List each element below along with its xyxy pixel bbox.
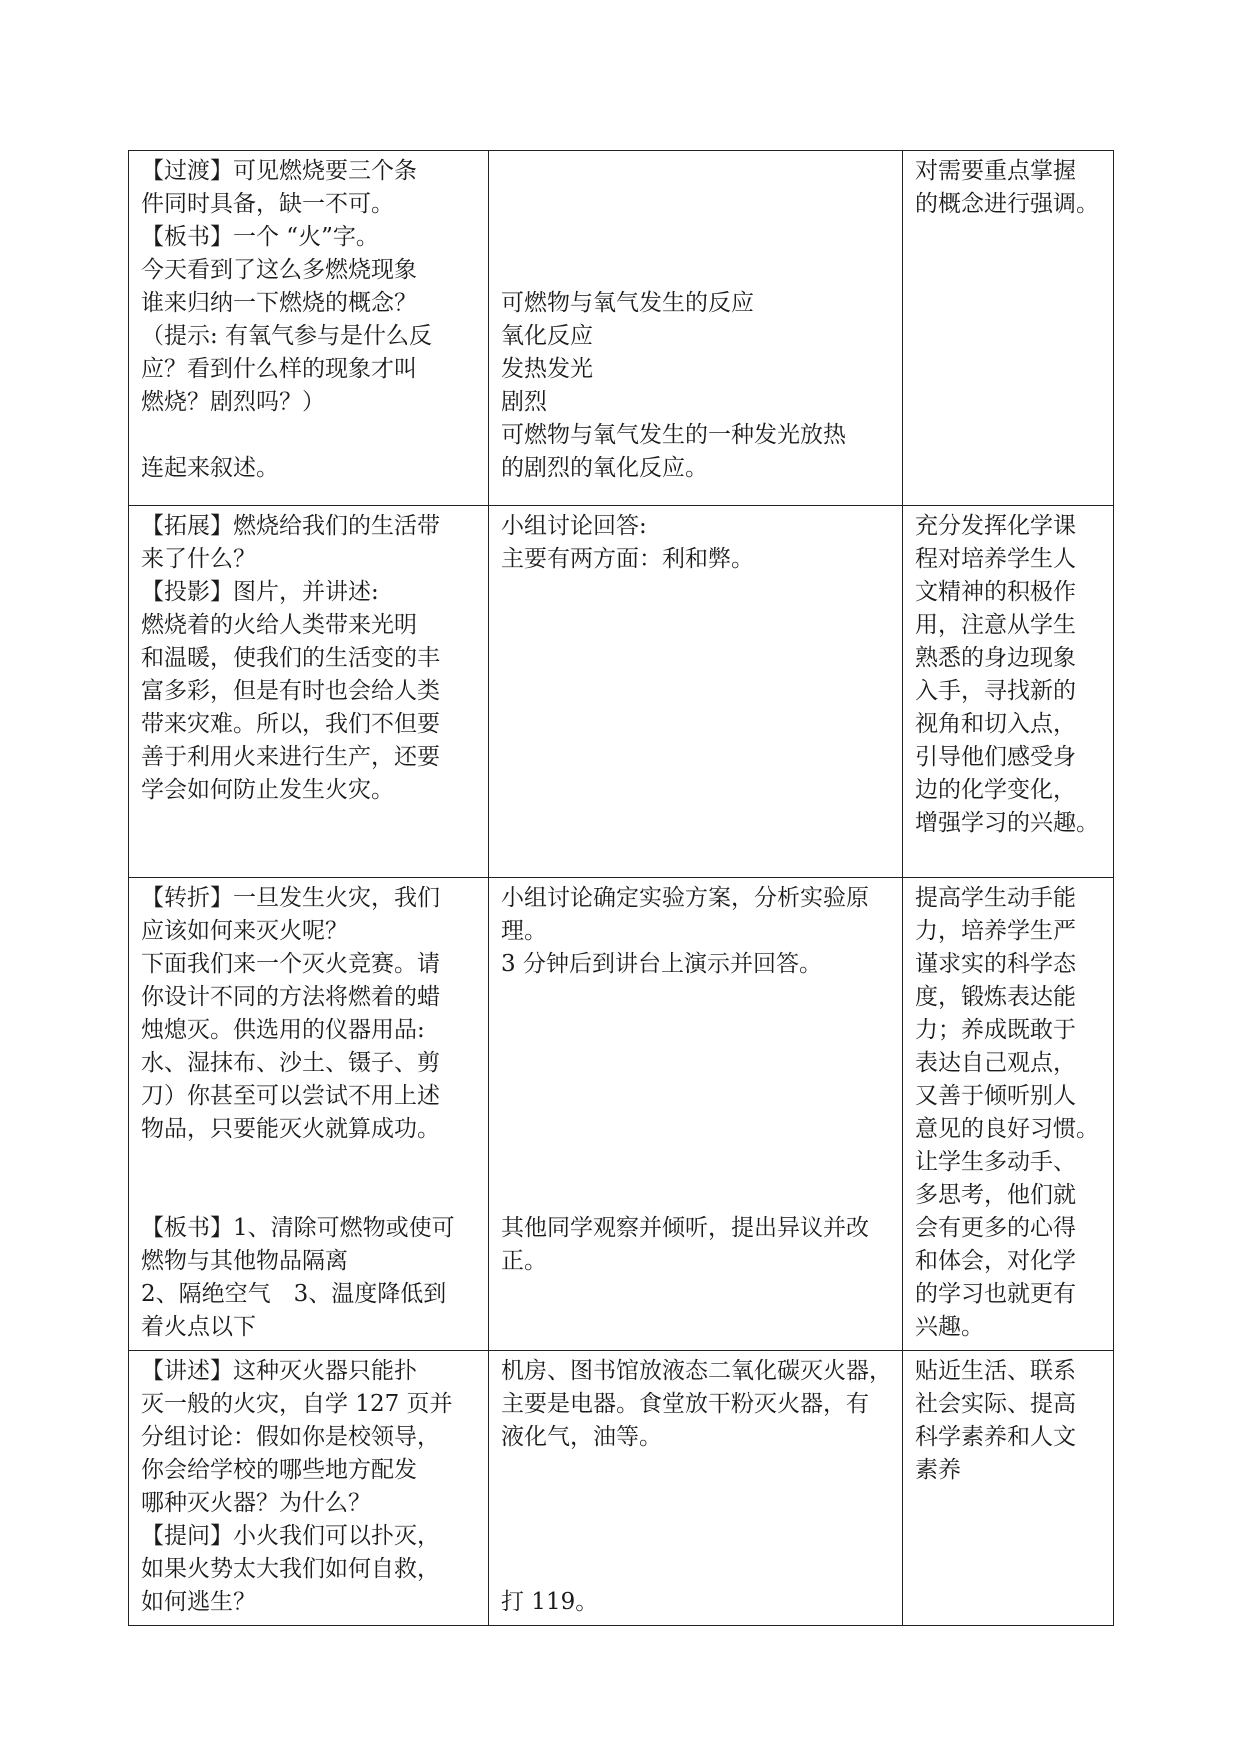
text-line: 主要是电器。食堂放干粉灭火器，有 [501, 1391, 869, 1417]
student-activity-cell [489, 1351, 903, 1626]
text-line: 如何逃生？ [141, 1589, 256, 1615]
text-line: 【提问】小火我们可以扑灭， [141, 1523, 440, 1549]
text-line: 科学素养和人文 [915, 1424, 1076, 1450]
text-line: 边的化学变化， [915, 777, 1076, 803]
text-line: 【转折】一旦发生火灾，我们 [141, 885, 440, 911]
text-line: 液化气，油等。 [501, 1424, 662, 1450]
text-line: 主要有两方面：利和弊。 [501, 546, 754, 572]
text-line: 谨求实的科学态 [915, 951, 1076, 977]
text-line: 如果火势太大我们如何自救， [141, 1556, 440, 1582]
text-line: 小组讨论确定实验方案，分析实验原 [501, 885, 869, 911]
text-line: 件同时具备，缺一不可。 [141, 191, 394, 217]
text-line: 的剧烈的氧化反应。 [501, 455, 708, 481]
spacer [141, 1179, 478, 1212]
teacher-activity-cell [129, 506, 489, 878]
text-line: 可燃物与氧气发生的反应 [501, 290, 754, 316]
table-row [129, 506, 1114, 878]
design-intent-cell [903, 878, 1114, 1351]
text-line: 【投影】图片，并讲述: [141, 579, 379, 605]
text-line: 的概念进行强调。 [915, 191, 1099, 217]
text-line: 和温暖，使我们的生活变的丰 [141, 645, 440, 671]
text-line: 【过渡】可见燃烧要三个条 [141, 158, 417, 184]
student-activity-cell [489, 878, 903, 1351]
text-line: 灭一般的火灾，自学 127 页并 [141, 1391, 453, 1417]
spacer [141, 1146, 478, 1179]
text-line: 视角和切入点， [915, 711, 1076, 737]
text-line: 社会实际、提高 [915, 1391, 1076, 1417]
text-line: 【拓展】燃烧给我们的生活带 [141, 513, 440, 539]
text-line: 文精神的积极作 [915, 579, 1076, 605]
text-line: 充分发挥化学课 [915, 513, 1076, 539]
table-row [129, 1351, 1114, 1626]
teacher-activity-cell [129, 878, 489, 1351]
text-line: 连起来叙述。 [141, 455, 279, 481]
text-line: 今天看到了这么多燃烧现象 [141, 257, 417, 283]
text-line: 带来灾难。所以，我们不但要 [141, 711, 440, 737]
text-line: 贴近生活、联系 [915, 1358, 1076, 1384]
table-row [129, 151, 1114, 506]
text-line: 力，培养学生严 [915, 918, 1076, 944]
text-line: 多思考，他们就 [915, 1182, 1076, 1208]
text-line: 应该如何来灭火呢？ [141, 918, 348, 944]
text-line: 的学习也就更有 [915, 1281, 1076, 1307]
text-line: 氧化反应 [501, 323, 593, 349]
text-line: 水、湿抹布、沙土、镊子、剪 [141, 1050, 440, 1076]
text-line: 理。 [501, 918, 547, 944]
text-line: 程对培养学生人 [915, 546, 1076, 572]
text-line: 意见的良好习惯。 [915, 1116, 1099, 1142]
text-line: 燃烧？剧烈吗？） [141, 389, 325, 415]
lesson-plan-table [128, 150, 1114, 1626]
text-line: 烛熄灭。供选用的仪器用品: [141, 1017, 425, 1043]
text-line: 燃烧着的火给人类带来光明 [141, 612, 417, 638]
text-line: 着火点以下 [141, 1314, 256, 1340]
text-line: 兴趣。 [915, 1314, 984, 1340]
teacher-activity-cell [129, 151, 489, 506]
text-line: 物品，只要能灭火就算成功。 [141, 1116, 440, 1142]
text-line: 力；养成既敢于 [915, 1017, 1076, 1043]
text-line: 你会给学校的哪些地方配发 [141, 1457, 417, 1483]
text-line: 【讲述】这种灭火器只能扑 [141, 1358, 417, 1384]
text-line: 燃物与其他物品隔离 [141, 1248, 348, 1274]
text-line: 剧烈 [501, 389, 547, 415]
spacer [141, 419, 478, 452]
text-line: 对需要重点掌握 [915, 158, 1076, 184]
text-line: 表达自己观点， [915, 1050, 1076, 1076]
text-line: 【板书】一个 “火”字。 [141, 224, 379, 250]
text-line: 会有更多的心得 [915, 1215, 1076, 1241]
text-line: 发热发光 [501, 356, 593, 382]
design-intent-cell [903, 151, 1114, 506]
text-line: 应？看到什么样的现象才叫 [141, 356, 417, 382]
text-line: 其他同学观察并倾听，提出异议并改 [501, 1215, 869, 1241]
text-line: 打 119。 [501, 1589, 599, 1615]
text-line: 又善于倾听别人 [915, 1083, 1076, 1109]
text-line: 度，锻炼表达能 [915, 984, 1076, 1010]
design-intent-cell [903, 1351, 1114, 1626]
text-line: 2、隔绝空气 3、温度降低到 [141, 1281, 447, 1307]
text-line: 可燃物与氧气发生的一种发光放热 [501, 422, 846, 448]
text-line: 正。 [501, 1248, 547, 1274]
text-line: 让学生多动手、 [915, 1149, 1076, 1175]
text-line: （提示: 有氧气参与是什么反 [141, 323, 433, 349]
text-line: 下面我们来一个灭火竞赛。请 [141, 951, 440, 977]
text-line: 3 分钟后到讲台上演示并回答。 [501, 951, 822, 977]
design-intent-cell [903, 506, 1114, 878]
text-line: 熟悉的身边现象 [915, 645, 1076, 671]
text-line: 用，注意从学生 [915, 612, 1076, 638]
text-line: 引导他们感受身 [915, 744, 1076, 770]
text-line: 哪种灭火器？为什么？ [141, 1490, 371, 1516]
text-line: 谁来归纳一下燃烧的概念？ [141, 290, 417, 316]
text-line: 和体会，对化学 [915, 1248, 1076, 1274]
text-line: 你设计不同的方法将燃着的蜡 [141, 984, 440, 1010]
text-line: 小组讨论回答: [501, 513, 647, 539]
table-row [129, 878, 1114, 1351]
text-line: 机房、图书馆放液态二氧化碳灭火器， [501, 1358, 892, 1384]
text-line: 入手，寻找新的 [915, 678, 1076, 704]
text-line: 富多彩，但是有时也会给人类 [141, 678, 440, 704]
teacher-activity-cell [129, 1351, 489, 1626]
text-line: 刀）你甚至可以尝试不用上述 [141, 1083, 440, 1109]
student-activity-cell [489, 506, 903, 878]
text-line: 素养 [915, 1457, 961, 1483]
text-line: 善于利用火来进行生产，还要 [141, 744, 440, 770]
text-line: 分组讨论：假如你是校领导， [141, 1424, 440, 1450]
text-line: 【板书】1、清除可燃物或使可 [141, 1215, 455, 1241]
text-line: 提高学生动手能 [915, 885, 1076, 911]
student-activity-cell [489, 151, 903, 506]
text-line: 学会如何防止发生火灾。 [141, 777, 394, 803]
text-line: 来了什么？ [141, 546, 256, 572]
text-line: 增强学习的兴趣。 [915, 810, 1099, 836]
